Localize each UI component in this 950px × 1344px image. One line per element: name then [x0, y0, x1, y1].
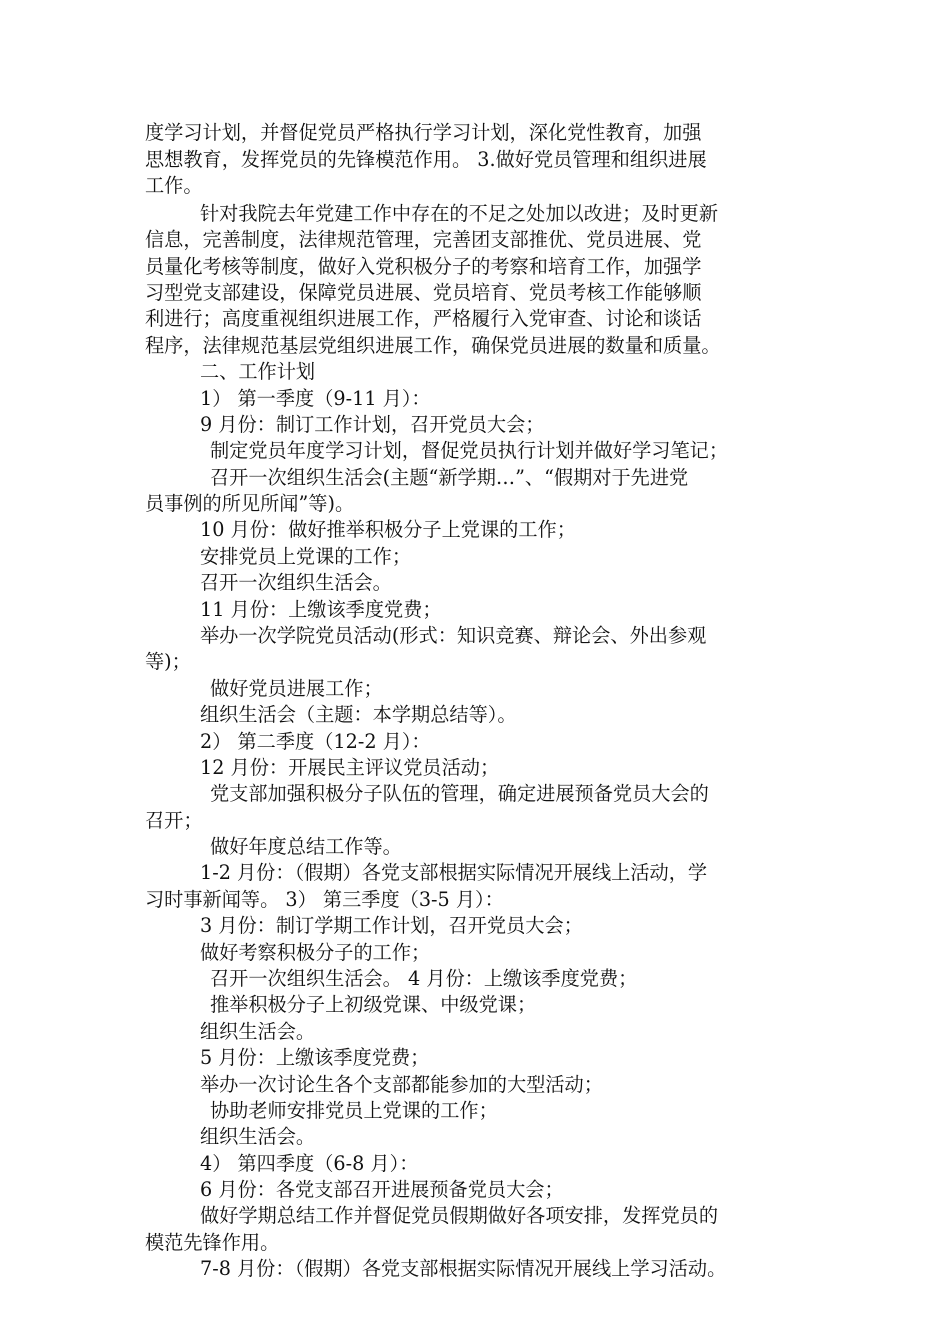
text-line: 3 月份：制订学期工作计划，召开党员大会； — [200, 914, 583, 937]
text-line: 等)； — [145, 650, 191, 673]
text-line: 员事例的所见所闻”等)。 — [145, 492, 355, 515]
text-line: 做好党员进展工作； — [210, 677, 383, 700]
text-line: 针对我院去年党建工作中存在的不足之处加以改进；及时更新 — [200, 202, 719, 225]
text-line: 党支部加强积极分子队伍的管理，确定进展预备党员大会的 — [210, 782, 709, 805]
quarter-heading: 1） 第一季度（9-11 月）： — [200, 387, 431, 410]
text-line: 度学习计划，并督促党员严格执行学习计划，深化党性教育，加强 — [145, 121, 702, 144]
text-line: 11 月份：上缴该季度党费； — [200, 598, 442, 621]
text-line: 举办一次学院党员活动(形式：知识竞赛、辩论会、外出参观 — [200, 624, 707, 647]
text-line: 6 月份：各党支部召开进展预备党员大会； — [200, 1178, 564, 1201]
text-line: 组织生活会。 — [200, 1020, 316, 1043]
text-line: 9 月份：制订工作计划，召开党员大会； — [200, 413, 545, 436]
text-line: 安排党员上党课的工作； — [200, 545, 412, 568]
text-line: 召开一次组织生活会。 4 月份：上缴该季度党费； — [210, 967, 638, 990]
text-line: 员量化考核等制度，做好入党积极分子的考察和培育工作，加强学 — [145, 255, 702, 278]
text-line: 做好学期总结工作并督促党员假期做好各项安排，发挥党员的 — [200, 1204, 719, 1227]
text-line: 程序，法律规范基层党组织进展工作，确保党员进展的数量和质量。 — [145, 334, 721, 357]
text-line: 信息，完善制度，法律规范管理，完善团支部推优、党员进展、党 — [145, 228, 702, 251]
text-line: 工作。 — [145, 174, 203, 197]
text-line: 习型党支部建设，保障党员进展、党员培育、党员考核工作能够顺 — [145, 281, 702, 304]
text-line: 思想教育，发挥党员的先锋模范作用。 3.做好党员管理和组织进展 — [145, 148, 707, 171]
text-line: 协助老师安排党员上党课的工作； — [210, 1099, 498, 1122]
text-line: 习时事新闻等。 3） 第三季度（3-5 月）： — [145, 888, 504, 911]
quarter-heading: 4） 第四季度（6-8 月）： — [200, 1152, 419, 1175]
section-heading: 二、工作计划 — [200, 360, 316, 383]
text-line: 10 月份：做好推举积极分子上党课的工作； — [200, 518, 576, 541]
text-line: 利进行；高度重视组织进展工作，严格履行入党审查、讨论和谈话 — [145, 307, 702, 330]
text-line: 1-2 月份：（假期）各党支部根据实际情况开展线上活动，学 — [200, 861, 708, 884]
text-line: 7-8 月份：（假期）各党支部根据实际情况开展线上学习活动。 — [200, 1257, 727, 1280]
text-line: 制定党员年度学习计划，督促党员执行计划并做好学习笔记； — [210, 439, 729, 462]
text-line: 做好考察积极分子的工作； — [200, 941, 431, 964]
text-line: 召开一次组织生活会(主题“新学期…”、“假期对于先进党 — [210, 466, 689, 489]
text-line: 推举积极分子上初级党课、中级党课； — [210, 993, 537, 1016]
text-line: 做好年度总结工作等。 — [210, 835, 402, 858]
text-line: 12 月份：开展民主评议党员活动； — [200, 756, 500, 779]
text-line: 5 月份：上缴该季度党费； — [200, 1046, 430, 1069]
text-line: 召开； — [145, 809, 203, 832]
text-line: 举办一次讨论生各个支部都能参加的大型活动； — [200, 1073, 603, 1096]
text-line: 模范先锋作用。 — [145, 1231, 280, 1254]
text-line: 组织生活会（主题：本学期总结等）。 — [200, 703, 517, 726]
text-line: 组织生活会。 — [200, 1125, 316, 1148]
quarter-heading: 2） 第二季度（12-2 月）： — [200, 730, 431, 753]
text-line: 召开一次组织生活会。 — [200, 571, 392, 594]
